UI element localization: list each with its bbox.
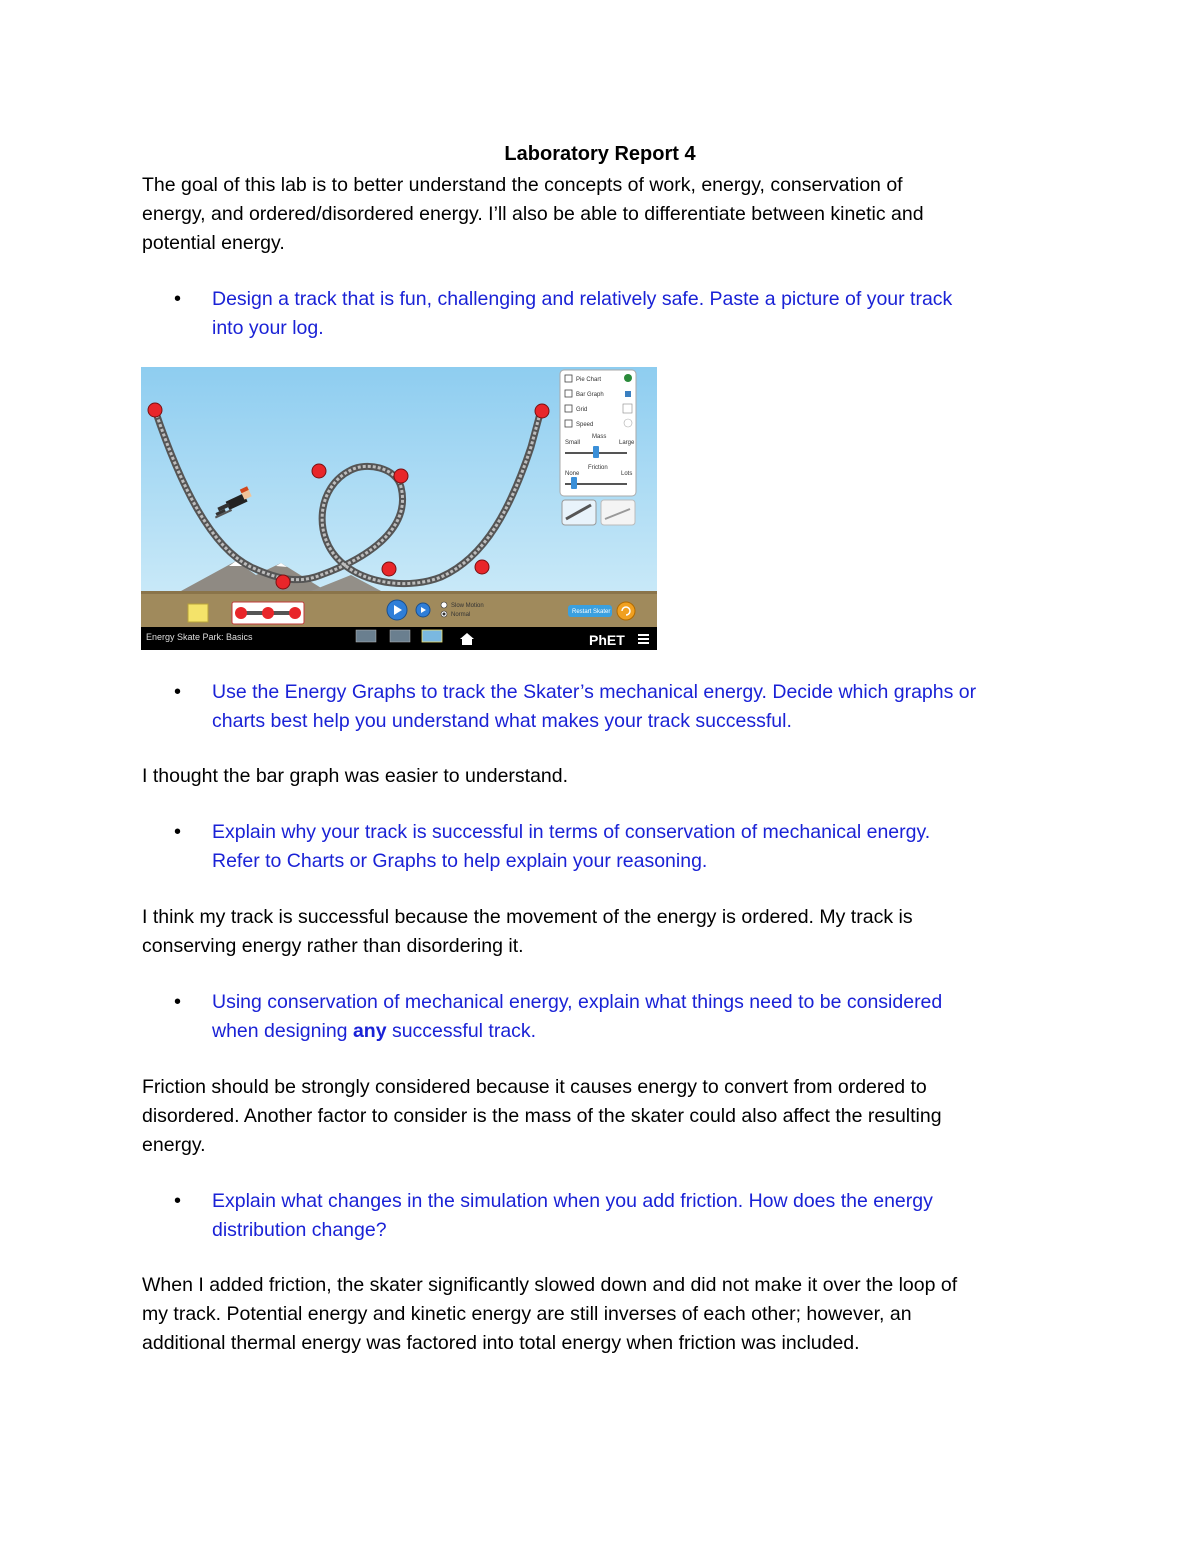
report-title: Laboratory Report 4 bbox=[504, 143, 696, 165]
track-node bbox=[382, 562, 396, 576]
track-node bbox=[148, 403, 162, 417]
sim-title: Energy Skate Park: Basics bbox=[146, 632, 253, 642]
answer-line: I think my track is successful because the movement of the energy is ordered. My track is bbox=[142, 906, 913, 928]
skate-park-screenshot bbox=[141, 367, 657, 650]
checkbox-label: Bar Graph bbox=[576, 392, 604, 398]
mass-small-label: Small bbox=[565, 440, 581, 446]
bullet-glyph: • bbox=[174, 288, 182, 310]
question-line: Design a track that is fun, challenging and relatively safe. Paste a picture of your track bbox=[212, 288, 953, 310]
intro-line: potential energy. bbox=[142, 232, 285, 254]
track-button[interactable] bbox=[601, 500, 635, 525]
bullet-glyph: • bbox=[174, 1190, 182, 1212]
slow-motion-label: Slow Motion bbox=[451, 603, 484, 609]
track-node bbox=[394, 469, 408, 483]
track-node bbox=[312, 464, 326, 478]
slow-motion-radio[interactable] bbox=[441, 602, 447, 608]
question-line: Use the Energy Graphs to track the Skater’s mechanical energy. Decide which graphs or bbox=[212, 681, 977, 703]
tab-intro[interactable] bbox=[356, 630, 376, 642]
question-line: Refer to Charts or Graphs to help explain your reasoning. bbox=[212, 850, 708, 872]
answer-line: my track. Potential energy and kinetic energy are still inverses of each other; however, an bbox=[142, 1303, 912, 1325]
tab-friction[interactable] bbox=[390, 630, 410, 642]
friction-none-label: None bbox=[565, 471, 580, 477]
bullet-glyph: • bbox=[174, 991, 182, 1013]
track-node bbox=[475, 560, 489, 574]
intro-line: The goal of this lab is to better understand the concepts of work, energy, conservation of bbox=[142, 174, 903, 196]
answer-line: When I added friction, the skater significantly slowed down and did not make it over the loop of bbox=[142, 1274, 958, 1296]
emphasis-any: any bbox=[352, 1020, 387, 1042]
checkbox-label: Grid bbox=[576, 407, 588, 413]
control-panel bbox=[560, 370, 636, 496]
checkbox-label: Pie Chart bbox=[576, 377, 602, 383]
restart-skater-label: Restart Skater bbox=[572, 609, 611, 615]
question-line: Explain why your track is successful in terms of conservation of mechanical energy. bbox=[212, 821, 931, 843]
question-text: when designing bbox=[212, 1020, 353, 1042]
bullet-glyph: • bbox=[174, 821, 182, 843]
track-node bbox=[276, 575, 290, 589]
mass-large-label: Large bbox=[619, 440, 635, 446]
reset-all-button[interactable] bbox=[617, 602, 635, 620]
eraser-icon[interactable] bbox=[188, 604, 208, 622]
friction-label: Friction bbox=[588, 465, 608, 471]
friction-lots-label: Lots bbox=[621, 471, 633, 477]
tab-track-playground[interactable] bbox=[422, 630, 442, 642]
question-line bbox=[212, 1017, 536, 1046]
phet-logo: PhET bbox=[589, 632, 625, 648]
bullet-glyph: • bbox=[174, 681, 182, 703]
friction-slider[interactable] bbox=[571, 477, 577, 489]
question-line: charts best help you understand what makes your track successful. bbox=[212, 710, 792, 732]
mass-slider[interactable] bbox=[593, 446, 599, 458]
question-line: into your log. bbox=[212, 317, 324, 339]
menu-icon[interactable] bbox=[638, 634, 649, 644]
answer-line: I thought the bar graph was easier to understand. bbox=[142, 765, 569, 787]
checkbox-label: Speed bbox=[576, 422, 594, 428]
question-line: Explain what changes in the simulation when you add friction. How does the energy bbox=[212, 1190, 933, 1212]
answer-line: disordered. Another factor to consider is the mass of the skater could also affect the resulting bbox=[142, 1105, 942, 1127]
intro-line: energy, and ordered/disordered energy. I’ll also be able to differentiate between kinetic and bbox=[142, 203, 924, 225]
mass-label: Mass bbox=[592, 434, 607, 440]
question-text: successful track. bbox=[386, 1020, 537, 1042]
question-line: Using conservation of mechanical energy, explain what things need to be considered bbox=[212, 991, 943, 1013]
answer-line: Friction should be strongly considered because it causes energy to convert from ordered to bbox=[142, 1076, 927, 1098]
answer-line: additional thermal energy was factored into total energy when friction was included. bbox=[142, 1332, 860, 1354]
answer-line: conserving energy rather than disordering it. bbox=[142, 935, 524, 957]
answer-line: energy. bbox=[142, 1134, 206, 1156]
normal-label: Normal bbox=[451, 612, 471, 618]
track-node bbox=[535, 404, 549, 418]
question-line: distribution change? bbox=[212, 1219, 387, 1241]
